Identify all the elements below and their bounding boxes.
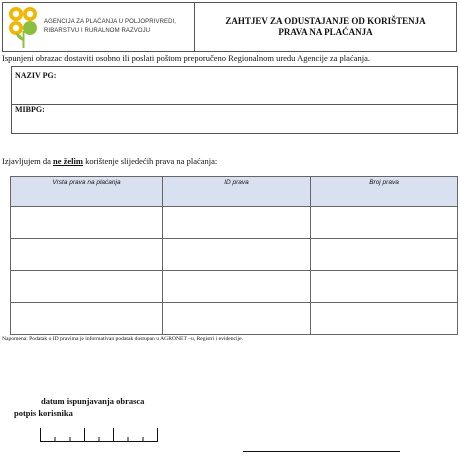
- table-cell-right-count[interactable]: [311, 303, 458, 335]
- agency-name: [44, 18, 176, 36]
- table-cell-right-id[interactable]: [163, 271, 311, 303]
- table-row: [11, 239, 458, 271]
- signature-label: potpis korisnika: [14, 408, 73, 418]
- farm-name-field[interactable]: [11, 66, 458, 104]
- table-cell-right-count[interactable]: [311, 239, 458, 271]
- declaration-text: [2, 156, 217, 166]
- date-label: datum ispunjavanja obrasca: [41, 396, 145, 406]
- table-cell-right-type[interactable]: [11, 271, 163, 303]
- agency-name-line-2: RIBARSTVU I RURALNOM RAZVOJU: [44, 28, 151, 34]
- table-cell-right-id[interactable]: [163, 303, 311, 335]
- mibpg-label: MIBPG:: [15, 105, 45, 114]
- footnote: Napomena: Podatak o ID pravima je informativan podatak dostupan u AGRONET –u, Registri i evidencije.: [2, 336, 243, 342]
- table-row: [11, 271, 458, 303]
- agency-logo-block: [3, 3, 195, 51]
- date-entry-boxes[interactable]: [40, 427, 158, 442]
- agency-logo-icon: [7, 5, 39, 49]
- table-row: [11, 207, 458, 239]
- payment-rights-table: [10, 176, 458, 335]
- signature-line[interactable]: [243, 451, 400, 452]
- table-cell-right-type[interactable]: [11, 303, 163, 335]
- table-cell-right-type[interactable]: [11, 239, 163, 271]
- table-cell-right-count[interactable]: [311, 271, 458, 303]
- table-cell-right-type[interactable]: [11, 207, 163, 239]
- form-header: [2, 2, 457, 52]
- table-row: [11, 303, 458, 335]
- column-header-right-id: ID prava: [163, 177, 311, 207]
- table-cell-right-id[interactable]: [163, 239, 311, 271]
- table-cell-right-count[interactable]: [311, 207, 458, 239]
- mibpg-field[interactable]: [11, 104, 458, 134]
- declaration-negation: ne želim: [52, 156, 83, 166]
- agency-name-line-1: AGENCIJA ZA PLAĆANJA U POLJOPRIVREDI,: [44, 19, 177, 25]
- declaration-suffix: korištenje slijedećih prava na plaćanja:: [82, 156, 218, 166]
- table-cell-right-id[interactable]: [163, 207, 311, 239]
- farm-name-label: NAZIV PG:: [15, 71, 57, 80]
- column-header-right-count: Broj prava: [311, 177, 458, 207]
- form-title: ZAHTJEV ZA ODUSTAJANJE OD KORIŠTENJA PRAVA NA PLAĆANJA: [225, 16, 426, 37]
- column-header-right-type: Vrsta prava na plaćanja: [11, 177, 163, 207]
- submission-instruction: Ispunjeni obrazac dostaviti osobno ili poslati poštom preporučeno Regionalnom uredu Agencije za plaćanja.: [2, 53, 370, 63]
- declaration-prefix: Izjavljujem da: [2, 156, 53, 166]
- table-header-row: [11, 177, 458, 207]
